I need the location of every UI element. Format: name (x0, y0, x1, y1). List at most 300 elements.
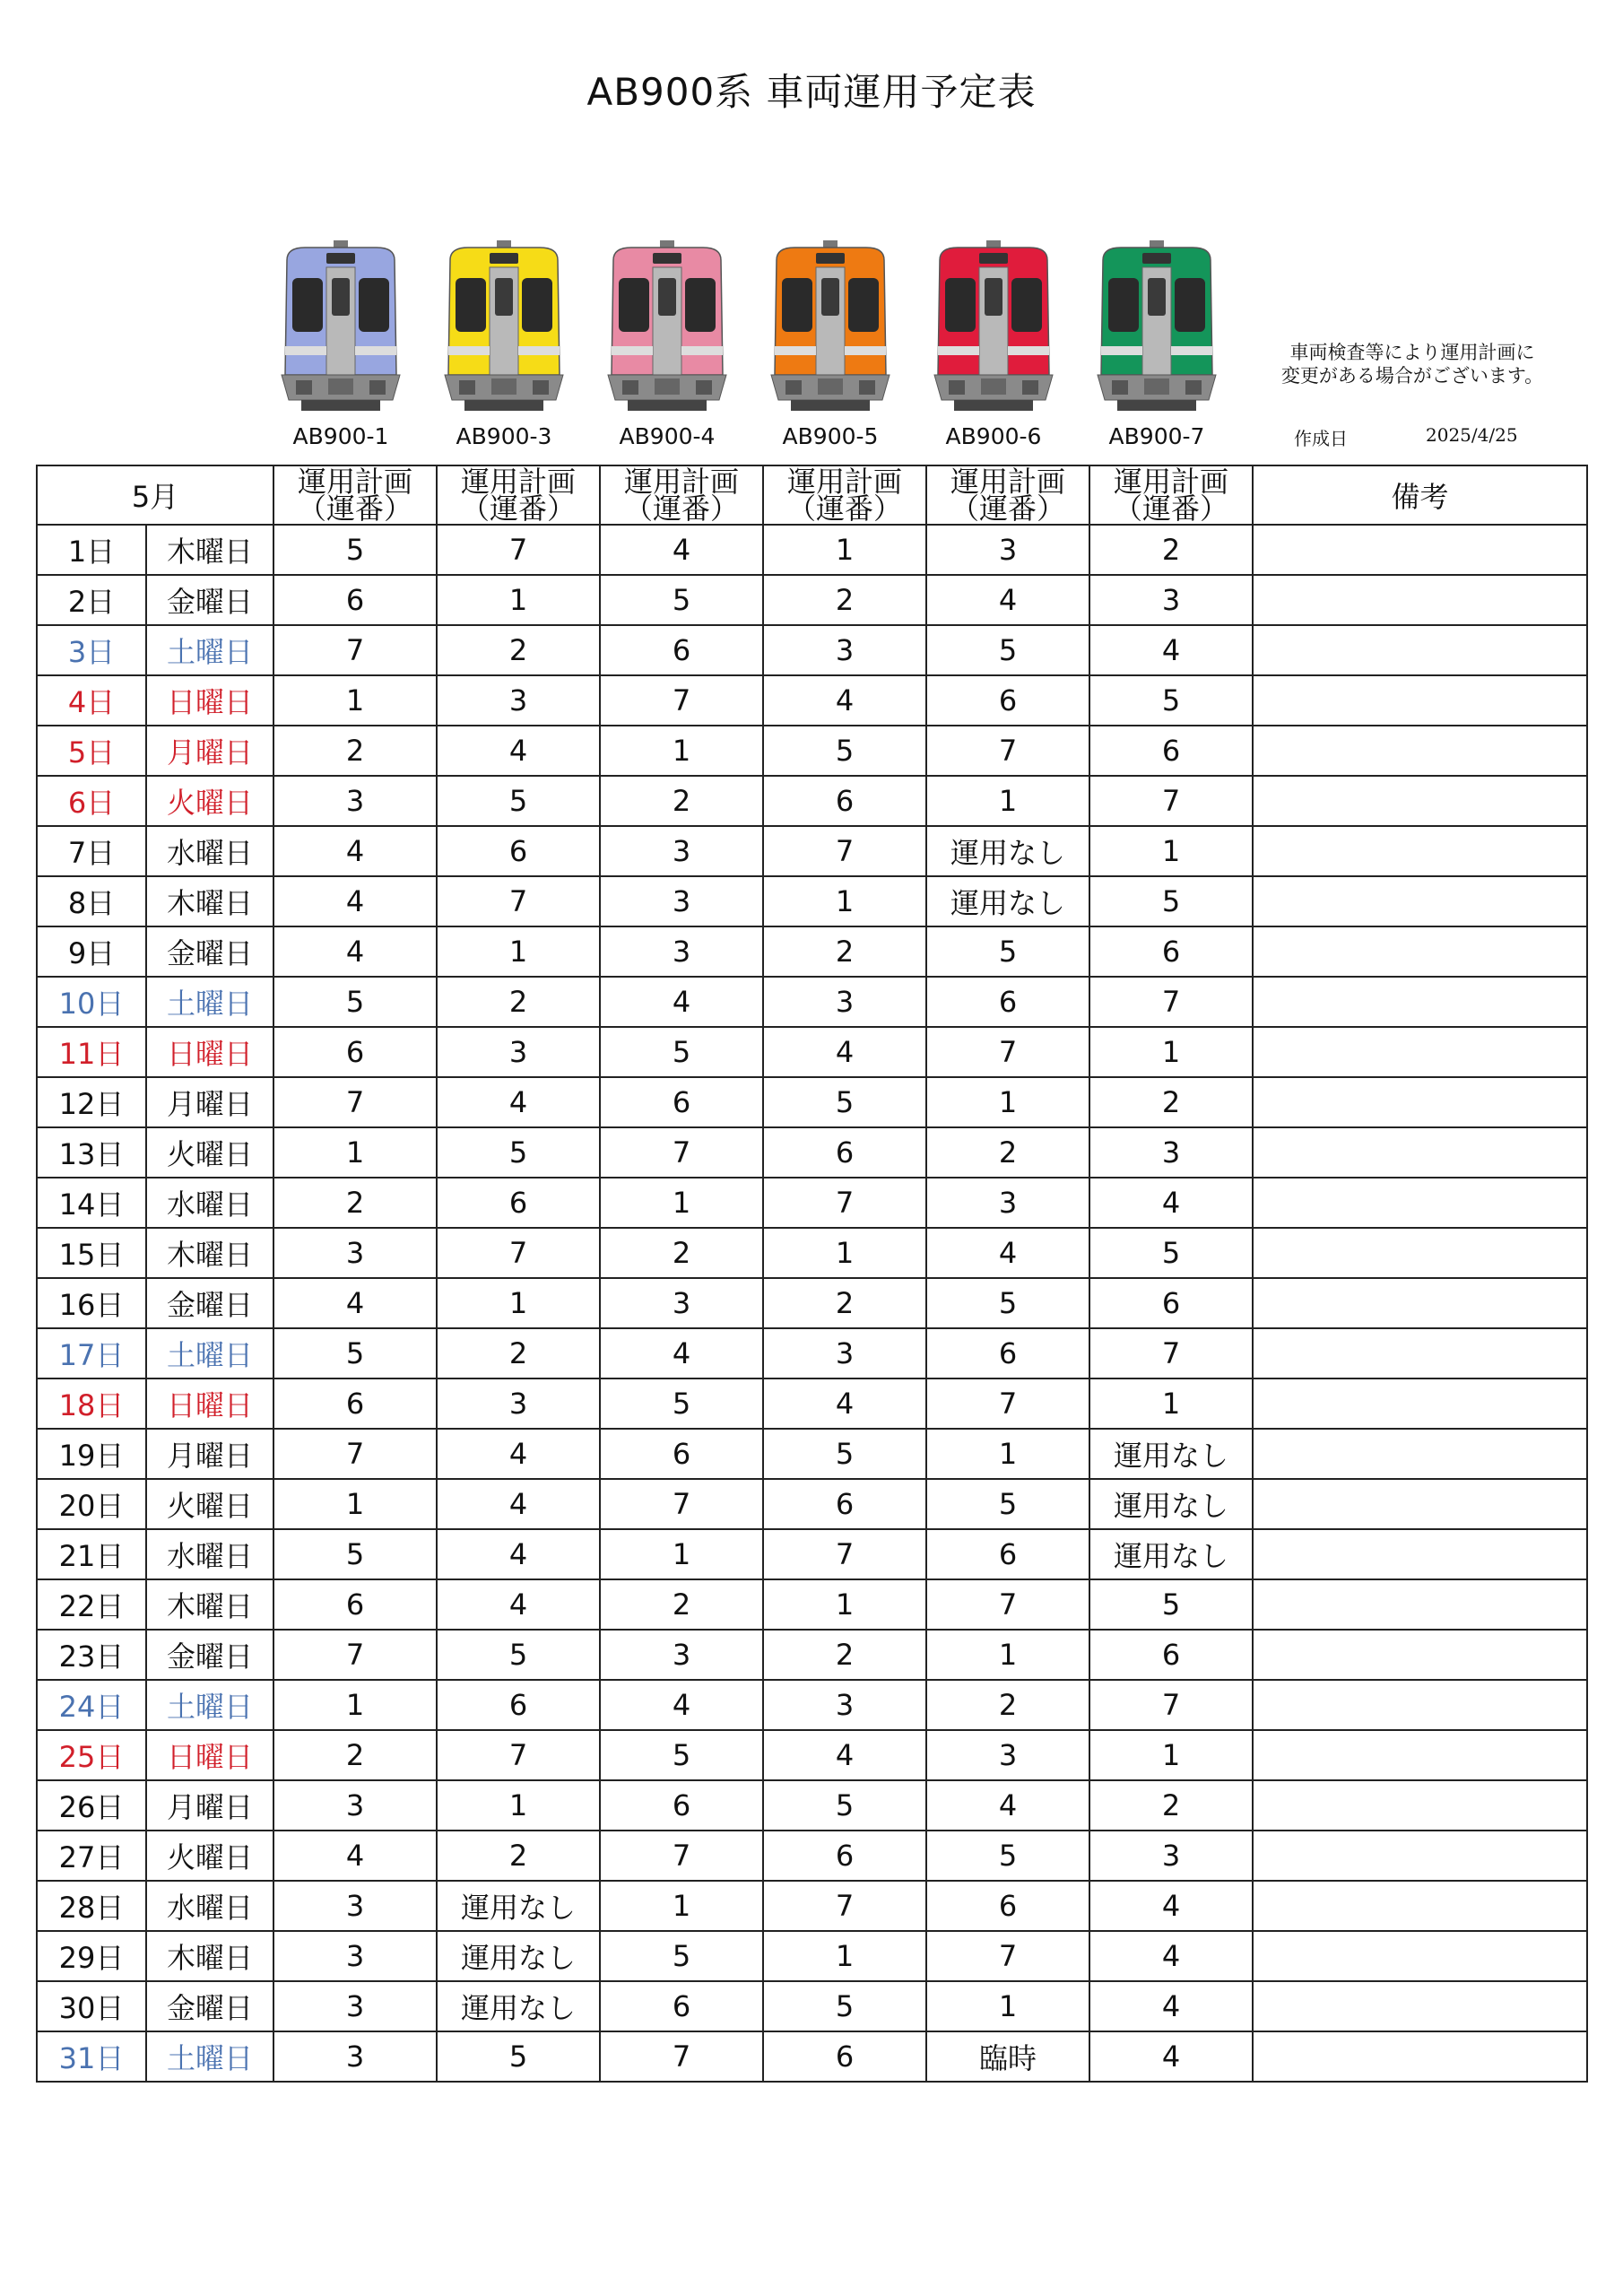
assignment-cell: 7 (1089, 977, 1253, 1027)
day-cell: 14日 (37, 1178, 146, 1228)
weekday-cell: 月曜日 (146, 1780, 273, 1831)
notes-cell (1253, 1479, 1587, 1529)
assignment-cell: 3 (273, 1228, 437, 1278)
day-cell: 6日 (37, 776, 146, 826)
assignment-cell: 3 (437, 675, 600, 726)
assignment-cell: 4 (763, 675, 926, 726)
day-cell: 21日 (37, 1529, 146, 1579)
assignment-cell: 運用なし (437, 1931, 600, 1981)
assignment-cell: 運用なし (1089, 1529, 1253, 1579)
assignment-cell: 運用なし (437, 1881, 600, 1931)
assignment-cell: 5 (926, 926, 1089, 977)
created-label: 作成日 (1294, 428, 1348, 449)
assignment-cell: 7 (273, 1429, 437, 1479)
plan-header-line1: 運用計画 (297, 465, 412, 499)
assignment-cell: 1 (1089, 826, 1253, 876)
car-label: AB900-5 (782, 423, 879, 449)
weekday-cell: 金曜日 (146, 1981, 273, 2031)
assignment-cell: 2 (763, 575, 926, 625)
assignment-cell: 5 (926, 1479, 1089, 1529)
note-line: 変更がある場合がございます。 (1280, 365, 1544, 387)
assignment-cell: 6 (1089, 1630, 1253, 1680)
notes-cell (1253, 1529, 1587, 1579)
assignment-cell: 7 (763, 1881, 926, 1931)
assignment-cell: 6 (437, 1680, 600, 1730)
assignment-cell: 7 (437, 1228, 600, 1278)
assignment-cell: 4 (763, 1730, 926, 1780)
assignment-cell: 6 (600, 1429, 763, 1479)
assignment-cell: 運用なし (1089, 1479, 1253, 1529)
assignment-cell: 5 (763, 1780, 926, 1831)
assignment-cell: 1 (600, 726, 763, 776)
weekday-cell: 土曜日 (146, 977, 273, 1027)
assignment-cell: 5 (600, 575, 763, 625)
notes-cell (1253, 1178, 1587, 1228)
assignment-cell: 4 (1089, 1881, 1253, 1931)
plan-header-line1: 運用計画 (623, 465, 739, 499)
assignment-cell: 7 (600, 2031, 763, 2082)
plan-header-line2: （運番） (1113, 491, 1228, 525)
day-cell: 8日 (37, 876, 146, 926)
plan-header-line1: 運用計画 (786, 465, 902, 499)
car-label: AB900-1 (292, 423, 389, 449)
assignment-cell: 1 (600, 1178, 763, 1228)
notes-cell (1253, 1328, 1587, 1378)
assignment-cell: 7 (273, 1077, 437, 1127)
notes-cell (1253, 1780, 1587, 1831)
notes-cell (1253, 1881, 1587, 1931)
day-cell: 5日 (37, 726, 146, 776)
assignment-cell: 5 (926, 625, 1089, 675)
assignment-cell: 1 (1089, 1378, 1253, 1429)
assignment-cell: 1 (1089, 1027, 1253, 1077)
assignment-cell: 3 (926, 1178, 1089, 1228)
day-cell: 25日 (37, 1730, 146, 1780)
schedule-note (1260, 341, 1565, 387)
plan-header (273, 465, 437, 525)
plan-header (437, 465, 600, 525)
weekday-cell: 火曜日 (146, 776, 273, 826)
assignment-cell: 6 (763, 2031, 926, 2082)
day-cell: 18日 (37, 1378, 146, 1429)
assignment-cell: 4 (437, 726, 600, 776)
assignment-cell: 3 (763, 625, 926, 675)
table-row (37, 1730, 1587, 1780)
table-row (37, 1680, 1587, 1730)
notes-cell (1253, 926, 1587, 977)
assignment-cell: 2 (600, 1579, 763, 1630)
notes-cell (1253, 1730, 1587, 1780)
assignment-cell: 7 (437, 525, 600, 575)
day-cell: 4日 (37, 675, 146, 726)
assignment-cell: 2 (763, 1278, 926, 1328)
table-row (37, 625, 1587, 675)
assignment-cell: 1 (763, 1931, 926, 1981)
table-row (37, 1027, 1587, 1077)
assignment-cell: 5 (600, 1027, 763, 1077)
assignment-cell: 3 (600, 1278, 763, 1328)
assignment-cell: 2 (600, 1228, 763, 1278)
day-cell: 20日 (37, 1479, 146, 1529)
table-row (37, 1579, 1587, 1630)
table-row (37, 1378, 1587, 1429)
assignment-cell: 7 (763, 1529, 926, 1579)
notes-header: 備考 (1253, 465, 1587, 525)
plan-header-line2: （運番） (786, 491, 902, 525)
assignment-cell: 3 (273, 1981, 437, 2031)
assignment-cell: 4 (926, 575, 1089, 625)
notes-cell (1253, 826, 1587, 876)
notes-cell (1253, 1831, 1587, 1881)
weekday-cell: 日曜日 (146, 675, 273, 726)
day-cell: 27日 (37, 1831, 146, 1881)
assignment-cell: 運用なし (437, 1981, 600, 2031)
table-row (37, 977, 1587, 1027)
weekday-cell: 火曜日 (146, 1479, 273, 1529)
assignment-cell: 2 (926, 1127, 1089, 1178)
weekday-cell: 日曜日 (146, 1378, 273, 1429)
assignment-cell: 6 (763, 1831, 926, 1881)
assignment-cell: 運用なし (926, 826, 1089, 876)
assignment-cell: 5 (763, 1077, 926, 1127)
assignment-cell: 3 (1089, 575, 1253, 625)
assignment-cell: 6 (437, 1178, 600, 1228)
assignment-cell: 1 (273, 1479, 437, 1529)
weekday-cell: 土曜日 (146, 1328, 273, 1378)
weekday-cell: 金曜日 (146, 1278, 273, 1328)
notes-cell (1253, 525, 1587, 575)
assignment-cell: 2 (273, 726, 437, 776)
assignment-cell: 6 (926, 1529, 1089, 1579)
assignment-cell: 1 (763, 876, 926, 926)
assignment-cell: 7 (926, 1378, 1089, 1429)
day-cell: 3日 (37, 625, 146, 675)
assignment-cell: 4 (437, 1479, 600, 1529)
table-row (37, 1127, 1587, 1178)
day-cell: 26日 (37, 1780, 146, 1831)
table-header-row (37, 465, 1587, 525)
notes-cell (1253, 1228, 1587, 1278)
weekday-cell: 木曜日 (146, 525, 273, 575)
car-label: AB900-7 (1108, 423, 1205, 449)
assignment-cell: 6 (1089, 1278, 1253, 1328)
day-cell: 31日 (37, 2031, 146, 2082)
assignment-cell: 5 (763, 1429, 926, 1479)
weekday-cell: 水曜日 (146, 826, 273, 876)
assignment-cell: 4 (1089, 1981, 1253, 2031)
train-front-icon (927, 240, 1060, 415)
assignment-cell: 5 (1089, 876, 1253, 926)
car-label: AB900-3 (456, 423, 552, 449)
day-cell: 16日 (37, 1278, 146, 1328)
table-row (37, 776, 1587, 826)
weekday-cell: 木曜日 (146, 1931, 273, 1981)
assignment-cell: 1 (926, 1630, 1089, 1680)
assignment-cell: 5 (273, 525, 437, 575)
notes-cell (1253, 1630, 1587, 1680)
table-row (37, 525, 1587, 575)
train-front-icon (438, 240, 570, 415)
day-cell: 2日 (37, 575, 146, 625)
assignment-cell: 6 (600, 1077, 763, 1127)
day-cell: 10日 (37, 977, 146, 1027)
weekday-cell: 金曜日 (146, 1630, 273, 1680)
assignment-cell: 3 (273, 776, 437, 826)
day-cell: 28日 (37, 1881, 146, 1931)
weekday-cell: 土曜日 (146, 625, 273, 675)
table-row (37, 1479, 1587, 1529)
assignment-cell: 6 (763, 1479, 926, 1529)
notes-cell (1253, 575, 1587, 625)
assignment-cell: 3 (926, 525, 1089, 575)
assignment-cell: 6 (1089, 726, 1253, 776)
table-row (37, 1780, 1587, 1831)
assignment-cell: 5 (273, 1328, 437, 1378)
assignment-cell: 4 (273, 1278, 437, 1328)
table-row (37, 1981, 1587, 2031)
table-row (37, 1630, 1587, 1680)
assignment-cell: 2 (1089, 525, 1253, 575)
assignment-cell: 5 (273, 1529, 437, 1579)
weekday-cell: 火曜日 (146, 1127, 273, 1178)
assignment-cell: 7 (926, 1931, 1089, 1981)
assignment-cell: 5 (273, 977, 437, 1027)
notes-cell (1253, 1278, 1587, 1328)
table-row (37, 575, 1587, 625)
notes-cell (1253, 1931, 1587, 1981)
assignment-cell: 7 (926, 726, 1089, 776)
day-cell: 19日 (37, 1429, 146, 1479)
weekday-cell: 水曜日 (146, 1178, 273, 1228)
weekday-cell: 金曜日 (146, 926, 273, 977)
assignment-cell: 1 (437, 926, 600, 977)
assignment-cell: 1 (926, 1077, 1089, 1127)
assignment-cell: 2 (437, 977, 600, 1027)
plan-header-line2: （運番） (950, 491, 1065, 525)
assignment-cell: 2 (437, 1328, 600, 1378)
assignment-cell: 6 (437, 826, 600, 876)
page-title: AB900系 車両運用予定表 (586, 70, 1037, 114)
assignment-cell: 4 (1089, 625, 1253, 675)
assignment-cell: 5 (1089, 1228, 1253, 1278)
note-line: 車両検査等により運用計画に (1289, 342, 1535, 363)
table-row (37, 1228, 1587, 1278)
table-row (37, 726, 1587, 776)
assignment-cell: 1 (437, 1278, 600, 1328)
assignment-cell: 4 (273, 876, 437, 926)
assignment-cell: 3 (273, 1881, 437, 1931)
assignment-cell: 5 (600, 1931, 763, 1981)
weekday-cell: 金曜日 (146, 575, 273, 625)
weekday-cell: 土曜日 (146, 1680, 273, 1730)
assignment-cell: 3 (273, 1780, 437, 1831)
notes-cell (1253, 1680, 1587, 1730)
weekday-cell: 月曜日 (146, 1077, 273, 1127)
table-row (37, 675, 1587, 726)
assignment-cell: 3 (437, 1027, 600, 1077)
notes-cell (1253, 1027, 1587, 1077)
assignment-cell: 1 (763, 1579, 926, 1630)
assignment-cell: 1 (273, 1680, 437, 1730)
day-cell: 7日 (37, 826, 146, 876)
assignment-cell: 6 (273, 1579, 437, 1630)
notes-cell (1253, 1378, 1587, 1429)
assignment-cell: 6 (600, 1981, 763, 2031)
table-row (37, 1931, 1587, 1981)
assignment-cell: 5 (600, 1730, 763, 1780)
assignment-cell: 7 (763, 1178, 926, 1228)
notes-cell (1253, 977, 1587, 1027)
assignment-cell: 7 (1089, 1328, 1253, 1378)
assignment-cell: 3 (437, 1378, 600, 1429)
assignment-cell: 4 (437, 1579, 600, 1630)
table-row (37, 1178, 1587, 1228)
day-cell: 13日 (37, 1127, 146, 1178)
assignment-cell: 4 (1089, 2031, 1253, 2082)
weekday-cell: 日曜日 (146, 1730, 273, 1780)
day-cell: 30日 (37, 1981, 146, 2031)
assignment-cell: 4 (437, 1077, 600, 1127)
assignment-cell: 4 (600, 525, 763, 575)
plan-header-line1: 運用計画 (950, 465, 1065, 499)
notes-cell (1253, 726, 1587, 776)
assignment-cell: 6 (273, 575, 437, 625)
assignment-cell: 1 (1089, 1730, 1253, 1780)
assignment-cell: 4 (763, 1027, 926, 1077)
table-row (37, 1278, 1587, 1328)
assignment-cell: 1 (926, 1429, 1089, 1479)
plan-header-line2: （運番） (623, 491, 739, 525)
schedule-body (37, 525, 1587, 2082)
notes-cell (1253, 625, 1587, 675)
assignment-cell: 1 (926, 1981, 1089, 2031)
notes-cell (1253, 1429, 1587, 1479)
assignment-cell: 5 (1089, 1579, 1253, 1630)
assignment-cell: 3 (763, 977, 926, 1027)
assignment-cell: 2 (763, 926, 926, 977)
plan-header (600, 465, 763, 525)
day-cell: 9日 (37, 926, 146, 977)
assignment-cell: 3 (763, 1328, 926, 1378)
weekday-cell: 木曜日 (146, 1228, 273, 1278)
assignment-cell: 7 (1089, 776, 1253, 826)
notes-cell (1253, 675, 1587, 726)
assignment-cell: 5 (1089, 675, 1253, 726)
assignment-cell: 2 (273, 1730, 437, 1780)
assignment-cell: 7 (600, 1831, 763, 1881)
assignment-cell: 3 (1089, 1127, 1253, 1178)
assignment-cell: 7 (600, 1479, 763, 1529)
assignment-cell: 6 (1089, 926, 1253, 977)
table-row (37, 1429, 1587, 1479)
assignment-cell: 1 (273, 675, 437, 726)
assignment-cell: 1 (763, 525, 926, 575)
assignment-cell: 5 (926, 1831, 1089, 1881)
car-label: AB900-6 (945, 423, 1042, 449)
assignment-cell: 6 (926, 977, 1089, 1027)
assignment-cell: 1 (600, 1881, 763, 1931)
assignment-cell: 4 (437, 1529, 600, 1579)
weekday-cell: 木曜日 (146, 1579, 273, 1630)
assignment-cell: 3 (273, 1931, 437, 1981)
assignment-cell: 7 (273, 1630, 437, 1680)
day-cell: 23日 (37, 1630, 146, 1680)
table-row (37, 1529, 1587, 1579)
day-cell: 1日 (37, 525, 146, 575)
assignment-cell: 7 (926, 1579, 1089, 1630)
assignment-cell: 7 (437, 1730, 600, 1780)
notes-cell (1253, 1579, 1587, 1630)
assignment-cell: 2 (763, 1630, 926, 1680)
assignment-cell: 3 (600, 1630, 763, 1680)
assignment-cell: 4 (273, 826, 437, 876)
notes-cell (1253, 1077, 1587, 1127)
plan-header-line2: （運番） (297, 491, 412, 525)
assignment-cell: 7 (926, 1027, 1089, 1077)
assignment-cell: 6 (926, 675, 1089, 726)
train-front-icon (764, 240, 897, 415)
assignment-cell: 運用なし (1089, 1429, 1253, 1479)
assignment-cell: 7 (763, 826, 926, 876)
assignment-cell: 6 (926, 1881, 1089, 1931)
assignment-cell: 5 (600, 1378, 763, 1429)
table-row (37, 826, 1587, 876)
month-header: 5月 (37, 465, 273, 525)
plan-header (1089, 465, 1253, 525)
assignment-cell: 1 (600, 1529, 763, 1579)
assignment-cell: 2 (1089, 1077, 1253, 1127)
plan-header (926, 465, 1089, 525)
assignment-cell: 7 (600, 1127, 763, 1178)
assignment-cell: 2 (600, 776, 763, 826)
created-date: 2025/4/25 (1426, 424, 1518, 446)
plan-header-line1: 運用計画 (460, 465, 576, 499)
weekday-cell: 水曜日 (146, 1529, 273, 1579)
table-row (37, 876, 1587, 926)
assignment-cell: 6 (600, 1780, 763, 1831)
weekday-cell: 日曜日 (146, 1027, 273, 1077)
assignment-cell: 4 (926, 1780, 1089, 1831)
schedule-table (36, 465, 1588, 2083)
train-front-icon (1090, 240, 1223, 415)
assignment-cell: 4 (1089, 1931, 1253, 1981)
assignment-cell: 6 (763, 776, 926, 826)
assignment-cell: 6 (273, 1027, 437, 1077)
assignment-cell: 1 (437, 575, 600, 625)
train-front-icon (274, 240, 407, 415)
train-front-icon (601, 240, 733, 415)
assignment-cell: 5 (763, 1981, 926, 2031)
weekday-cell: 月曜日 (146, 1429, 273, 1479)
table-row (37, 926, 1587, 977)
assignment-cell: 7 (600, 675, 763, 726)
day-cell: 15日 (37, 1228, 146, 1278)
assignment-cell: 2 (1089, 1780, 1253, 1831)
assignment-cell: 1 (926, 776, 1089, 826)
assignment-cell: 4 (1089, 1178, 1253, 1228)
assignment-cell: 5 (763, 726, 926, 776)
assignment-cell: 5 (437, 1630, 600, 1680)
day-cell: 11日 (37, 1027, 146, 1077)
assignment-cell: 4 (273, 926, 437, 977)
day-cell: 22日 (37, 1579, 146, 1630)
assignment-cell: 2 (926, 1680, 1089, 1730)
notes-cell (1253, 1127, 1587, 1178)
assignment-cell: 7 (437, 876, 600, 926)
assignment-cell: 運用なし (926, 876, 1089, 926)
plan-header-line2: （運番） (460, 491, 576, 525)
assignment-cell: 6 (273, 1378, 437, 1429)
